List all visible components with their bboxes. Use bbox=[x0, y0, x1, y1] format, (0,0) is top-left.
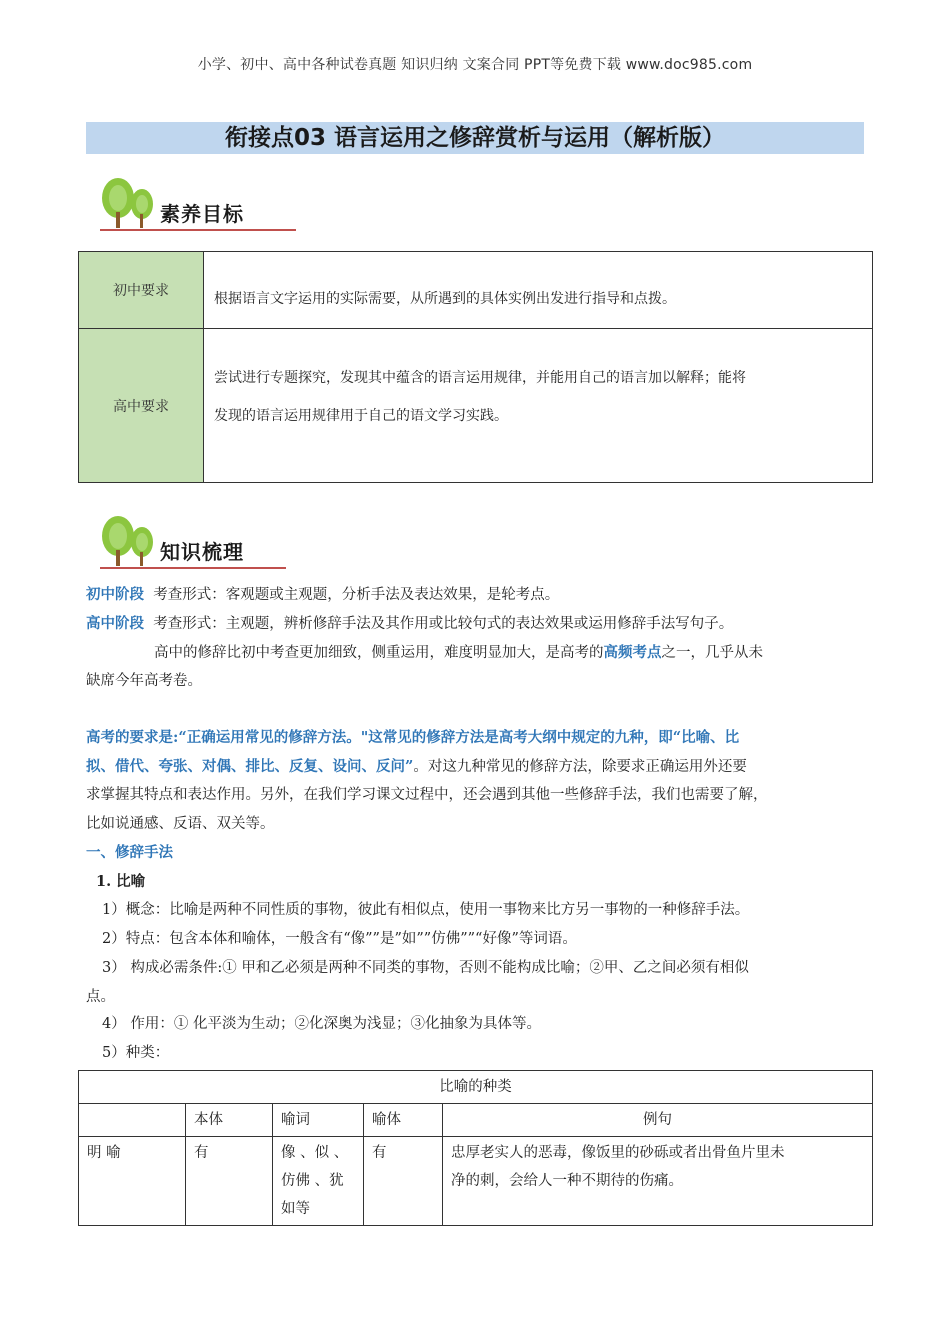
gaokao-line-2 bbox=[86, 752, 876, 782]
intro-text: 高中的修辞比初中考查更加细致，侧重运用，难度明显加大，是高考的 bbox=[154, 645, 604, 661]
table-cell bbox=[443, 1137, 873, 1226]
table-header: 喻词 bbox=[273, 1104, 364, 1137]
point-5: 5）种类： bbox=[102, 1045, 170, 1061]
req-line: 发现的语言运用规律用于自己的语文学习实践。 bbox=[214, 408, 508, 424]
table-caption: 比喻的种类 bbox=[79, 1071, 873, 1104]
table-header: 喻体 bbox=[364, 1104, 443, 1137]
cell-line: 如等 bbox=[281, 1201, 310, 1217]
gaokao-highlight: 高考的要求是:“正确运用常见的修辞方法。"这常见的修辞方法是高考大纲中规定的九种，即“比喻、比 bbox=[86, 729, 740, 746]
intro-text: 之一，几乎从未 bbox=[661, 645, 763, 661]
gaokao-line-1 bbox=[86, 723, 876, 753]
requirements-table bbox=[78, 251, 873, 483]
point-4: 4） 作用：① 化平淡为生动；②化深奥为浅显；③化抽象为具体等。 bbox=[102, 1016, 541, 1032]
stage-line-senior bbox=[86, 609, 886, 639]
req-key-senior: 高中要求 bbox=[79, 329, 204, 483]
subheading-metaphor: 1. 比喻 bbox=[96, 873, 146, 890]
table-header bbox=[79, 1104, 186, 1137]
stage-line-junior bbox=[86, 580, 886, 610]
table-cell: 明 喻 bbox=[79, 1137, 186, 1226]
intro-line-2: 缺席今年高考卷。 bbox=[86, 673, 202, 689]
stage-label: 初中阶段 bbox=[86, 586, 144, 603]
table-row bbox=[79, 1104, 873, 1137]
cell-line: 净的刺，会给人一种不期待的伤痛。 bbox=[451, 1173, 683, 1189]
site-header-line: 小学、初中、高中各种试卷真题 知识归纳 文案合同 PPT等免费下载 www.doc985.com bbox=[197, 57, 753, 73]
table-cell bbox=[273, 1137, 364, 1226]
point-2: 2）特点：包含本体和喻体，一般含有“像””是”如””仿佛””“好像”等词语。 bbox=[102, 931, 577, 947]
table-row bbox=[79, 329, 873, 483]
table-row bbox=[79, 1137, 873, 1226]
req-value-junior: 根据语言文字运用的实际需要，从所遇到的具体实例出发进行指导和点拨。 bbox=[204, 252, 873, 329]
table-header: 本体 bbox=[186, 1104, 273, 1137]
table-cell: 有 bbox=[186, 1137, 273, 1226]
table-row bbox=[79, 252, 873, 329]
req-line: 尝试进行专题探究，发现其中蕴含的语言运用规律，并能用自己的语言加以解释；能将 bbox=[214, 370, 746, 386]
point-3: 3） 构成必需条件:① 甲和乙必须是两种不同类的事物，否则不能构成比喻；②甲、乙之间必须有相似 bbox=[102, 960, 749, 976]
section-header-knowledge bbox=[96, 514, 296, 576]
point-3-cont: 点。 bbox=[86, 989, 115, 1005]
intro-line-1 bbox=[154, 638, 874, 668]
gaokao-line-4: 比如说通感、反语、双关等。 bbox=[86, 816, 275, 832]
table-cell: 有 bbox=[364, 1137, 443, 1226]
req-key-junior: 初中要求 bbox=[79, 252, 204, 329]
page-title: 衔接点03 语言运用之修辞赏析与运用（解析版） bbox=[86, 122, 864, 154]
point-1: 1）概念：比喻是两种不同性质的事物，彼此有相似点，使用一事物来比方另一事物的一种修辞手法。 bbox=[102, 902, 750, 918]
table-row bbox=[79, 1071, 873, 1104]
gaokao-highlight: 拟、借代、夸张、对偶、排比、反复、设问、反问” bbox=[86, 758, 414, 775]
stage-label: 高中阶段 bbox=[86, 615, 144, 632]
gaokao-line-3: 求掌握其特点和表达作用。另外，在我们学习课文过程中，还会遇到其他一些修辞手法，我们也需要了解， bbox=[86, 787, 768, 803]
table-header: 例句 bbox=[443, 1104, 873, 1137]
gaokao-text: 。对这九种常见的修辞方法，除要求正确运用外还要 bbox=[413, 759, 747, 775]
stage-text: 考查形式：客观题或主观题，分析手法及表达效果，是轮考点。 bbox=[153, 587, 560, 603]
heading-rhetoric: 一、修辞手法 bbox=[86, 844, 173, 861]
stage-text: 考查形式：主观题，辨析修辞手法及其作用或比较句式的表达效果或运用修辞手法写句子。 bbox=[153, 616, 734, 632]
section-header-goals bbox=[96, 176, 306, 238]
section-label-knowledge: 知识梳理 bbox=[160, 540, 244, 564]
metaphor-types-table bbox=[78, 1070, 873, 1226]
intro-highlight: 高频考点 bbox=[603, 644, 662, 661]
section-label-goals: 素养目标 bbox=[160, 202, 244, 226]
req-value-senior bbox=[204, 329, 873, 483]
cell-line: 仿佛 、犹 bbox=[281, 1173, 344, 1189]
cell-line: 忠厚老实人的恶毒，像饭里的砂砾或者出骨鱼片里未 bbox=[451, 1145, 785, 1161]
cell-line: 像 、似 、 bbox=[281, 1145, 349, 1161]
